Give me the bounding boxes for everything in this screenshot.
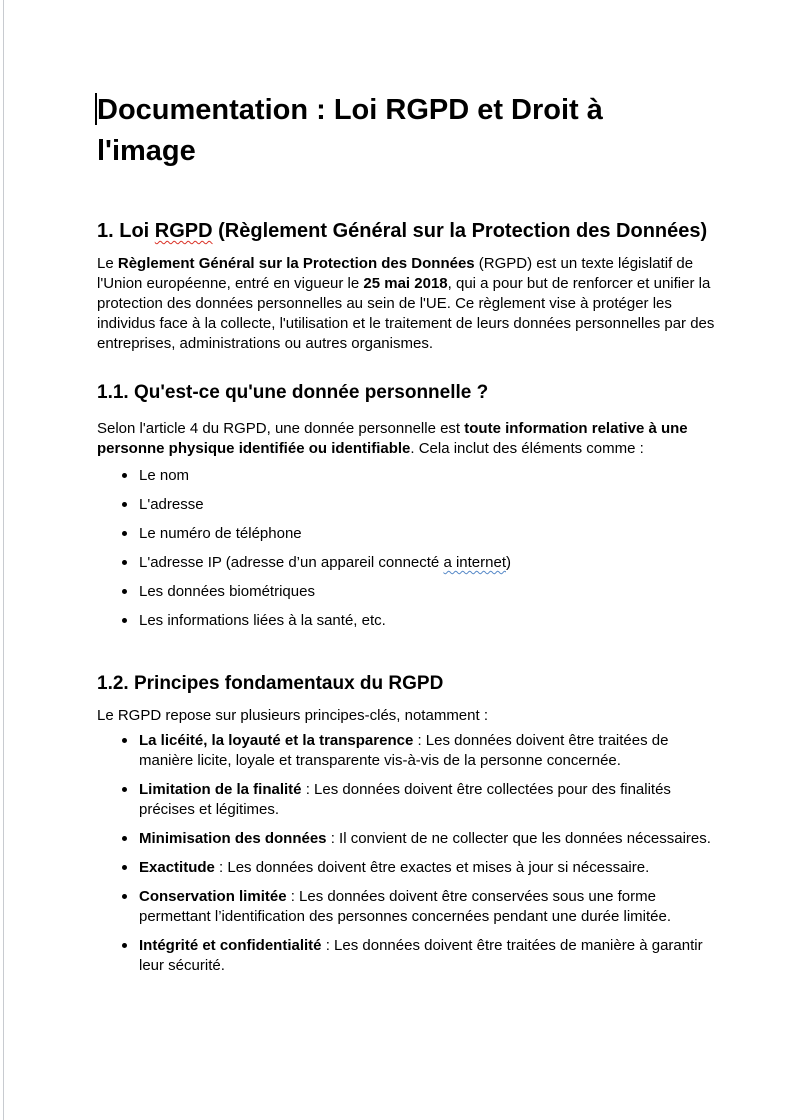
document-title[interactable] — [97, 90, 697, 172]
bullet-list-principes — [97, 731, 716, 976]
bold-text: toute information relative à une personne physique identifiée ou identifiable — [97, 420, 688, 457]
principle-term: Exactitude — [139, 859, 215, 876]
principle-term: Conservation limitée — [139, 888, 287, 905]
principle-term: La licéité, la loyauté et la transparence — [139, 732, 414, 749]
body-text: Le nom — [139, 467, 190, 484]
principle-description: : Il convient de ne collecter que les données nécessaires. — [326, 830, 711, 847]
body-text: Les informations liées à la santé, etc. — [139, 612, 386, 629]
principle-description: : Les données doivent être collectées pour des finalités précises et légitimes. — [139, 781, 671, 818]
list-item[interactable] — [97, 887, 716, 927]
list-item[interactable] — [97, 858, 716, 878]
list-item[interactable] — [97, 780, 716, 820]
text-cursor — [95, 93, 97, 125]
bold-text: Règlement Général sur la Protection des Données — [117, 255, 475, 272]
heading-section-1[interactable] — [97, 218, 716, 244]
body-text: ) — [506, 554, 511, 571]
body-text: Le numéro de téléphone — [139, 525, 302, 542]
body-text: L'adresse — [139, 496, 204, 513]
list-item[interactable] — [97, 553, 716, 573]
body-text: Selon l'article 4 du RGPD, une donnée personnelle est — [97, 420, 465, 437]
bullet-list-donnees-personnelles — [97, 466, 716, 631]
paragraph-donnee-personnelle[interactable] — [97, 419, 716, 459]
body-text: Le — [97, 255, 118, 272]
principle-description: : Les données doivent être exactes et mises à jour si nécessaire. — [214, 859, 650, 876]
body-text: , qui a pour but de renforcer et unifier la protection des données personnelles au sein de l'UE. Ce règlement vise à protéger les individus face à la collecte, l'utilisation et le traitement de leurs données personnelles par des entreprises, administrations ou autres organismes. — [97, 275, 715, 352]
body-text: (RGPD) est un texte législatif de l'Union européenne, entré en vigueur le — [97, 255, 694, 292]
page-left-edge — [3, 0, 4, 1120]
paragraph-principes-intro[interactable]: Le RGPD repose sur plusieurs principes-clés, notamment : — [97, 707, 488, 724]
bold-text: 25 mai 2018 — [363, 275, 448, 292]
list-item[interactable] — [97, 495, 716, 515]
list-item[interactable] — [97, 731, 716, 771]
heading-1-text: 1. Loi — [97, 220, 155, 242]
list-item[interactable] — [97, 582, 716, 602]
principle-term: Minimisation des données — [139, 830, 327, 847]
body-text: Les données biométriques — [139, 583, 315, 600]
list-item[interactable] — [97, 466, 716, 486]
principle-description: : Les données doivent être traitées de manière licite, loyale et transparente vis-à-vis de la personne concernée. — [139, 732, 669, 769]
heading-section-1-2[interactable]: 1.2. Principes fondamentaux du RGPD — [97, 673, 444, 694]
document-page[interactable] — [97, 0, 716, 985]
grammar-flagged-word[interactable]: a internet — [443, 554, 506, 571]
principle-description: : Les données doivent être traitées de manière à garantir leur sécurité. — [139, 937, 703, 974]
heading-1-text: (Règlement Général sur la Protection des Données) — [212, 220, 708, 242]
list-item[interactable] — [97, 936, 716, 976]
paragraph-rgpd-intro[interactable] — [97, 254, 716, 354]
principle-term: Limitation de la finalité — [139, 781, 302, 798]
list-item[interactable] — [97, 829, 716, 849]
heading-section-1-1[interactable]: 1.1. Qu'est-ce qu'une donnée personnelle ? — [97, 382, 489, 403]
principle-term: Intégrité et confidentialité — [139, 937, 322, 954]
principle-description: : Les données doivent être conservées sous une forme permettant l’identification des personnes concernées pendant une durée limitée. — [139, 888, 672, 925]
body-text: L'adresse IP (adresse d’un appareil connecté — [139, 554, 444, 571]
misspelled-word-rgpd[interactable]: RGPD — [154, 220, 213, 242]
list-item[interactable] — [97, 611, 716, 631]
list-item[interactable] — [97, 524, 716, 544]
body-text: . Cela inclut des éléments comme : — [410, 440, 644, 457]
document-title-text: Documentation : Loi RGPD et Droit à l'image — [97, 94, 603, 167]
